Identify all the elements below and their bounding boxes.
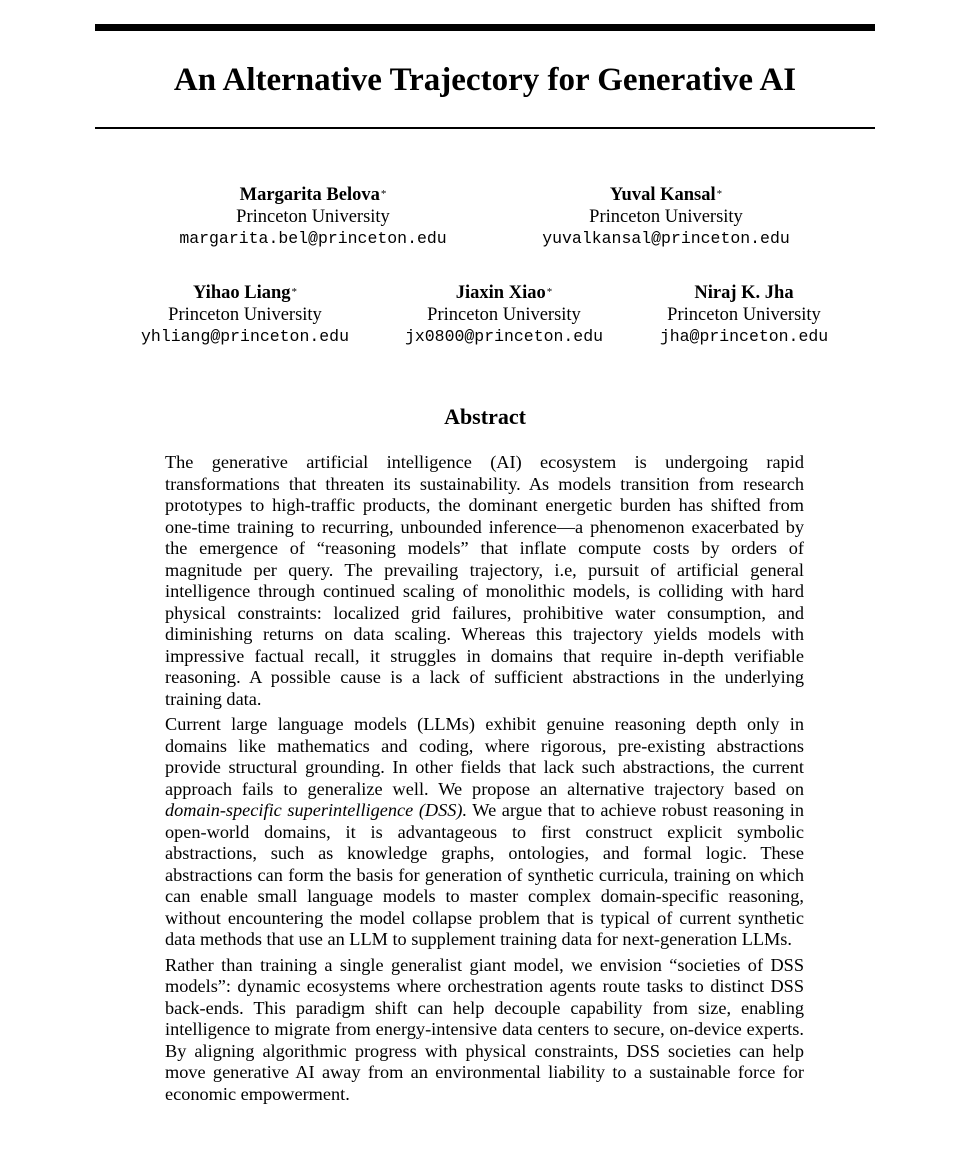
author-block [179, 184, 446, 250]
author-block [141, 282, 349, 348]
top-rule [95, 24, 875, 31]
abstract-body [165, 452, 804, 1109]
author-name: Yihao Liang* [193, 283, 297, 303]
author-block [542, 184, 790, 250]
author-email: yuvalkansal@princeton.edu [542, 229, 790, 248]
author-block [405, 282, 603, 348]
abstract-paragraph-3: Rather than training a single generalist giant model, we envision “societies of DSS models”: dynamic ecosystems where orchestration agents route tasks to distinct DSS back-ends. This paradigm shift can help decouple capability from size, enabling intelligence to migrate from energy-intensive data centers to secure, on-device experts. By aligning algorithmic progress with physical constraints, DSS societies can help move generative AI away from an environmental liability to a sustainable force for economic empowerment. [165, 954, 804, 1104]
author-block [660, 282, 828, 348]
author-name: Niraj K. Jha [694, 283, 794, 303]
author-email: margarita.bel@princeton.edu [179, 229, 447, 248]
author-name: Yuval Kansal* [609, 185, 723, 205]
author-email: jx0800@princeton.edu [404, 327, 604, 346]
abstract-heading: Abstract [444, 404, 526, 429]
author-affiliation: Princeton University [427, 305, 581, 325]
author-affiliation: Princeton University [168, 305, 322, 325]
author-name: Margarita Belova* [239, 185, 387, 205]
author-affiliation: Princeton University [667, 305, 821, 325]
abstract-paragraph-1: The generative artificial intelligence (AI) ecosystem is undergoing rapid transformations that threaten its sustainability. As models transition from research prototypes to high-traffic products, the dominant energetic burden has shifted from one-time training to recurring, unbounded inference—a phenomenon exacerbated by the emergence of “reasoning models” that inflate compute costs by orders of magnitude per query. The prevailing trajectory, i.e, pursuit of artificial general intelligence through continued scaling of monolithic models, is colliding with hard physical constraints: localized grid failures, prohibitive water consumption, and diminishing returns on data scaling. Whereas this trajectory yields models with impressive factual recall, it struggles in domains that require in-depth verifiable reasoning. A possible cause is a lack of sufficient abstractions in the underlying training data. [165, 452, 804, 709]
author-email: jha@princeton.edu [659, 327, 829, 346]
title-bottom-rule [95, 127, 875, 129]
abstract-paragraph-2: Current large language models (LLMs) exhibit genuine reasoning depth only in domains like mathematics and coding, where rigorous, pre-existing abstractions provide structural grounding. In other fields that lack such abstractions, the current approach fails to generalize well. We propose an alternative trajectory based on domain-specific superintelligence (DSS). We argue that to achieve robust reasoning in open-world domains, it is advantageous to first construct explicit symbolic abstractions, such as knowledge graphs, ontologies, and formal logic. These abstractions can form the basis for generation of synthetic curricula, training on which can enable small language models to master complex domain-specific reasoning, without encountering the model collapse problem that is typical of current synthetic data methods that use an LLM to supplement training data for next-generation LLMs. [165, 714, 804, 949]
dss-term: domain-specific superintelligence (DSS). [165, 800, 468, 820]
author-affiliation: Princeton University [236, 207, 390, 227]
paper-title: An Alternative Trajectory for Generative AI [173, 62, 797, 98]
author-affiliation: Princeton University [589, 207, 743, 227]
author-name: Jiaxin Xiao* [455, 283, 553, 303]
author-email: yhliang@princeton.edu [141, 327, 349, 346]
